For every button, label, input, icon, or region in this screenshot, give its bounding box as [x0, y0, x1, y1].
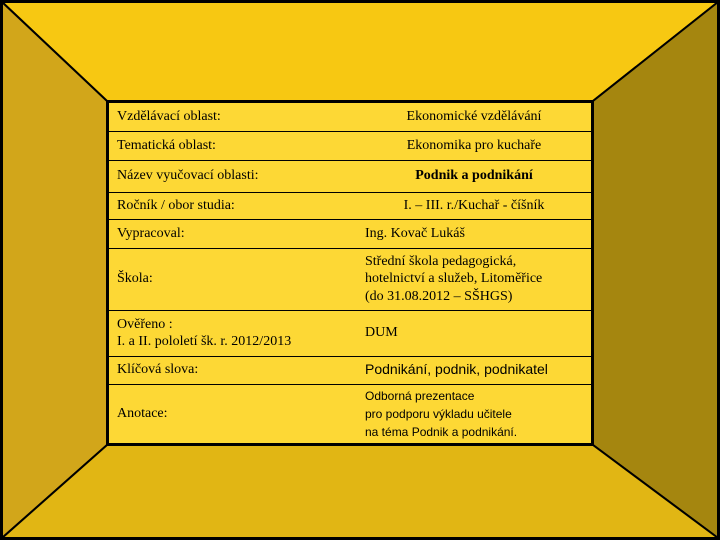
row-value: Střední škola pedagogická, hotelnictví a služeb, Litoměřice (do 31.08.2012 – SŠHGS): [357, 248, 592, 310]
table-row: [108, 248, 592, 310]
table-row: [108, 384, 592, 444]
table-row: [108, 102, 592, 131]
row-label: Vzdělávací oblast:: [108, 102, 357, 131]
row-value: I. – III. r./Kuchař - číšník: [357, 192, 592, 219]
row-label: Tematická oblast:: [108, 131, 357, 160]
row-value: Ekonomické vzdělávání: [357, 102, 592, 131]
row-label: Název vyučovací oblasti:: [108, 160, 357, 192]
row-value: Odborná prezentace pro podporu výkladu učitele na téma Podnik a podnikání.: [365, 388, 518, 439]
row-label: Ročník / obor studia:: [108, 192, 357, 219]
table-row: [108, 131, 592, 160]
row-label: Klíčová slova:: [108, 356, 357, 384]
row-label: Škola:: [108, 248, 357, 310]
row-value: Ing. Kovač Lukáš: [357, 219, 592, 248]
table-row: [108, 160, 592, 192]
metadata-table: [107, 101, 593, 445]
row-label: Anotace:: [117, 406, 168, 421]
table-row: [108, 310, 592, 356]
frame-bottom-panel: [2, 445, 718, 538]
row-value: Ekonomika pro kuchaře: [357, 131, 592, 160]
row-value: Podnikání, podnik, podnikatel: [357, 356, 592, 384]
row-value: DUM: [357, 310, 592, 356]
table-row: [108, 356, 592, 384]
table-row: [108, 219, 592, 248]
row-label: Ověřeno : I. a II. pololetí šk. r. 2012/2013: [108, 310, 357, 356]
row-label: Vypracoval:: [108, 219, 357, 248]
table-row: [108, 192, 592, 219]
subject-title: Podnik a podnikání: [357, 160, 592, 192]
